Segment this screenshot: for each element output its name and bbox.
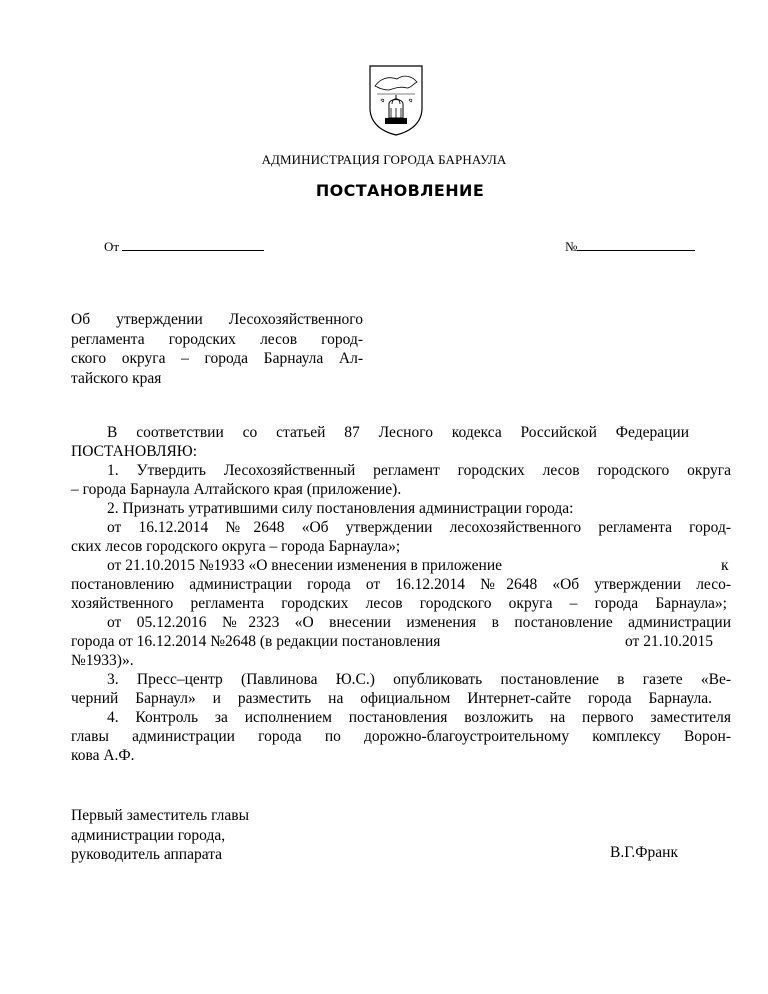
signatory-name: В.Г.Франк [610,844,679,861]
city-emblem-icon [367,64,425,136]
number-label: № [565,239,578,254]
body-line: к [721,557,729,574]
subject-line: ского округа – города Барнаула Ал- [71,350,363,367]
document-title: ПОСТАНОВЛЕНИЕ [315,181,485,200]
document-subject [71,310,363,388]
date-blank-line [122,239,264,251]
position-line: руководитель аппарата [71,846,223,863]
number-blank-line [577,239,695,251]
body-line: 2. Признать утратившими силу постановления администрации города: [107,500,574,517]
body-line: 4. Контроль за исполнением постановления возложить на первого заместителя [107,709,731,726]
body-line: от 16.12.2014 №2648 «Об утверждении лесохозяйственного регламента город- [107,519,731,536]
signatory-position [71,806,249,865]
body-line: 1. Утвердить Лесохозяйственный регламент городских лесов городского округа [107,462,731,479]
organization-name: АДМИНИСТРАЦИЯ ГОРОДА БАРНАУЛА [261,152,507,167]
body-line: – города Барнаула Алтайского края (приложение). [71,481,402,498]
body-line: В соответствии со статьей 87 Лесного кодекса Российской Федерации [107,424,689,441]
date-field [104,239,264,255]
body-line: 3. Пресс–центр (Павлинова Ю.С.) опубликовать постановление в газете «Ве- [107,671,731,688]
body-line: №1933)». [71,652,134,669]
position-line: администрации города, [71,826,226,844]
body-line: от 21.10.2015 №1933 «О внесении изменения в приложение [107,557,503,574]
body-line: города от 16.12.2014 №2648 (в редакции постановления [71,633,441,650]
body-line: от 21.10.2015 [625,633,713,650]
body-line: черний Барнаул» и разместить на официальном Интернет-сайте города Барнаула. [71,690,712,707]
body-line: главы администрации города по дорожно-благоустроительному комплексу Ворон- [71,728,731,745]
number-field [565,239,695,255]
subject-line: тайского края [71,369,162,387]
body-line: кова А.Ф. [71,747,135,764]
date-label: От [104,239,120,254]
body-line: от 05.12.2016 №2323 «О внесении изменения в постановление администрации [107,614,731,631]
body-line: ских лесов городского округа – города Барнаула»; [71,538,401,555]
subject-line: Об утверждении Лесохозяйственного [71,311,363,328]
body-line: хозяйственного регламента городских лесов городского округа – города Барнаула»; [71,595,727,612]
body-line: ПОСТАНОВЛЯЮ: [71,443,198,460]
body-line: постановлению администрации города от 16.12.2014 №2648 «Об утверждении лесо- [71,576,731,593]
subject-line: регламента городских лесов город- [71,330,363,348]
position-line: Первый заместитель главы [71,807,250,824]
